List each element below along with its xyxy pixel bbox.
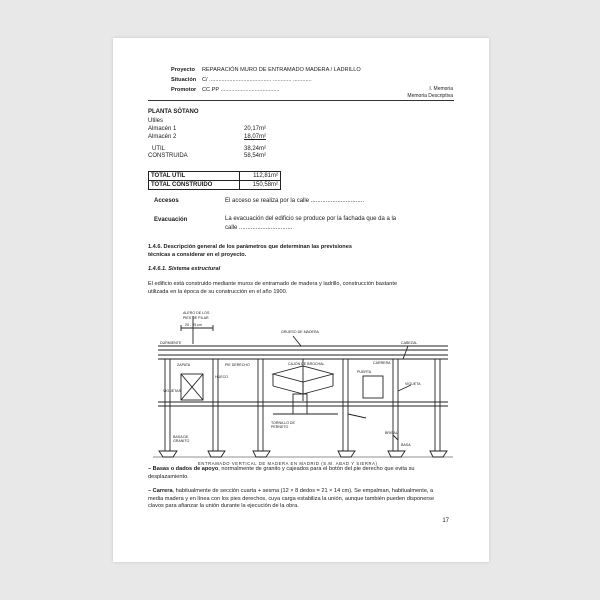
table-row bbox=[149, 172, 281, 181]
label-top2: PIES DE PILAR bbox=[183, 316, 209, 320]
header-memoria-descriptiva: Memoria Descriptiva bbox=[407, 93, 453, 99]
label-basa-granito-1: BASA DE bbox=[173, 435, 189, 439]
bullet-carrera bbox=[148, 488, 448, 511]
accesos-label: Accesos bbox=[154, 198, 179, 204]
label-pie-derecho: PIE DERECHO bbox=[225, 363, 250, 367]
proyecto-value: REPARACIÓN MURO DE ENTRAMADO MADERA / LADRILLO bbox=[202, 67, 361, 73]
section-heading-2: técnicas a considerar en el proyecto. bbox=[148, 252, 247, 258]
timber-frame-drawing bbox=[153, 306, 453, 466]
intro-line-1: El edificio está construido mediante muros de entramado de madera y ladrillo, construcción bastante bbox=[148, 281, 398, 287]
almacen-1-label: Almacén 1 bbox=[148, 126, 177, 132]
almacen-2-label: Almacén 2 bbox=[148, 134, 177, 140]
total-construido-label: TOTAL CONSTRUIDO bbox=[149, 181, 240, 190]
label-puerta: PUERTA bbox=[357, 370, 372, 374]
label-dim: 20 - 25 cm bbox=[185, 323, 202, 327]
accesos-text: El acceso se realiza por la calle ................................ bbox=[225, 198, 365, 204]
page-number: 17 bbox=[442, 518, 449, 524]
bullet-carrera-text: , habitualmente de sección cuarta + sesma (12 × 8 dedos = 21 × 14 cm). Se empalman, habitualmente, a media madera y en línea con los pies derechos, cuya carga estabiliza la unión, aunque también pueden disponerse clavos para afianzar la unión durante la ejecución de la obra. bbox=[148, 488, 435, 509]
label-zapata: ZAPATA bbox=[177, 363, 191, 367]
construida-label: CONSTRUIDA bbox=[148, 153, 188, 159]
planta-title: PLANTA SÓTANO bbox=[148, 109, 199, 115]
evacuacion-text-2: calle ................................ bbox=[225, 225, 293, 231]
document-page bbox=[113, 38, 489, 562]
promotor-label: Promotor bbox=[171, 87, 197, 93]
project-header bbox=[171, 65, 361, 95]
header-memoria: I. Memoria bbox=[429, 86, 453, 92]
proyecto-label: Proyecto bbox=[171, 67, 195, 73]
promotor-value: CC PP ...................................... bbox=[202, 87, 280, 93]
evacuacion-label: Evacuación bbox=[154, 217, 188, 223]
situacion-label: Situación bbox=[171, 77, 197, 83]
util-value: 38,24m² bbox=[244, 146, 267, 152]
bullet-basas-lead: – Basas o dados de apoyo bbox=[148, 466, 219, 472]
total-util-value: 112,81m² bbox=[240, 172, 281, 181]
label-basa: BASA bbox=[401, 443, 411, 447]
total-util-label: TOTAL UTIL bbox=[149, 172, 240, 181]
bullet-carrera-lead: – Carrera bbox=[148, 488, 173, 494]
label-top1: ALERO DE LOS bbox=[183, 311, 210, 315]
label-cabezal: CABEZAL bbox=[401, 341, 418, 345]
label-carrera: CARRERA bbox=[373, 361, 391, 365]
label-durmiente: DURMIENTE bbox=[160, 341, 182, 345]
almacen-2-value: 18,07m² bbox=[244, 134, 267, 140]
bullet-basas bbox=[148, 466, 448, 481]
label-hueco: HUECO bbox=[215, 375, 228, 379]
label-brisal: BRISAL bbox=[385, 431, 398, 435]
table-row bbox=[149, 181, 281, 190]
label-cajon: CAJÓN DE BROCHAL bbox=[288, 362, 325, 366]
intro-line-2: utilizada en la época de su construcción en el año 1900. bbox=[148, 289, 288, 295]
totals-table bbox=[148, 171, 281, 190]
total-construido-value: 150,58m² bbox=[240, 181, 281, 190]
almacen-1-value: 20,17m² bbox=[244, 126, 267, 132]
label-tornillo-2: PERNETO bbox=[271, 425, 289, 429]
situacion-value: C/ ........................................ ............ ............ bbox=[202, 77, 312, 83]
label-viguetas: VIGUETAS bbox=[163, 389, 181, 393]
construida-value: 58,54m² bbox=[244, 153, 267, 159]
subsection-heading: 1.4.6.1. Sistema estructural bbox=[148, 266, 221, 272]
label-gruesa: GRUESO DE MADERA bbox=[281, 330, 319, 334]
section-heading-1: 1.4.6. Descripción general de los parámetros que determinan las previsiones bbox=[148, 244, 352, 250]
label-tornillo-1: TORNILLO DE bbox=[271, 421, 295, 425]
header-rule bbox=[148, 100, 454, 101]
header-section-ref bbox=[407, 86, 453, 100]
bullet-basas-text: , normalmente de granito y cajeados para el botón del pie derecho que evita su desplazamiento. bbox=[148, 466, 415, 480]
drawing-caption: ENTRAMADO VERTICAL DE MADERA EN MADRID (S.M. ABAD Y SIERRA) bbox=[198, 461, 378, 466]
label-basa-granito-2: GRANITO bbox=[173, 439, 190, 443]
evacuacion-text-1: La evacuación del edificio se produce por la fachada que da a la bbox=[225, 216, 397, 222]
planta-utiles: Utiles bbox=[148, 118, 164, 124]
util-label: UTIL bbox=[152, 146, 166, 152]
label-vigueta: VIGUETA bbox=[405, 382, 421, 386]
